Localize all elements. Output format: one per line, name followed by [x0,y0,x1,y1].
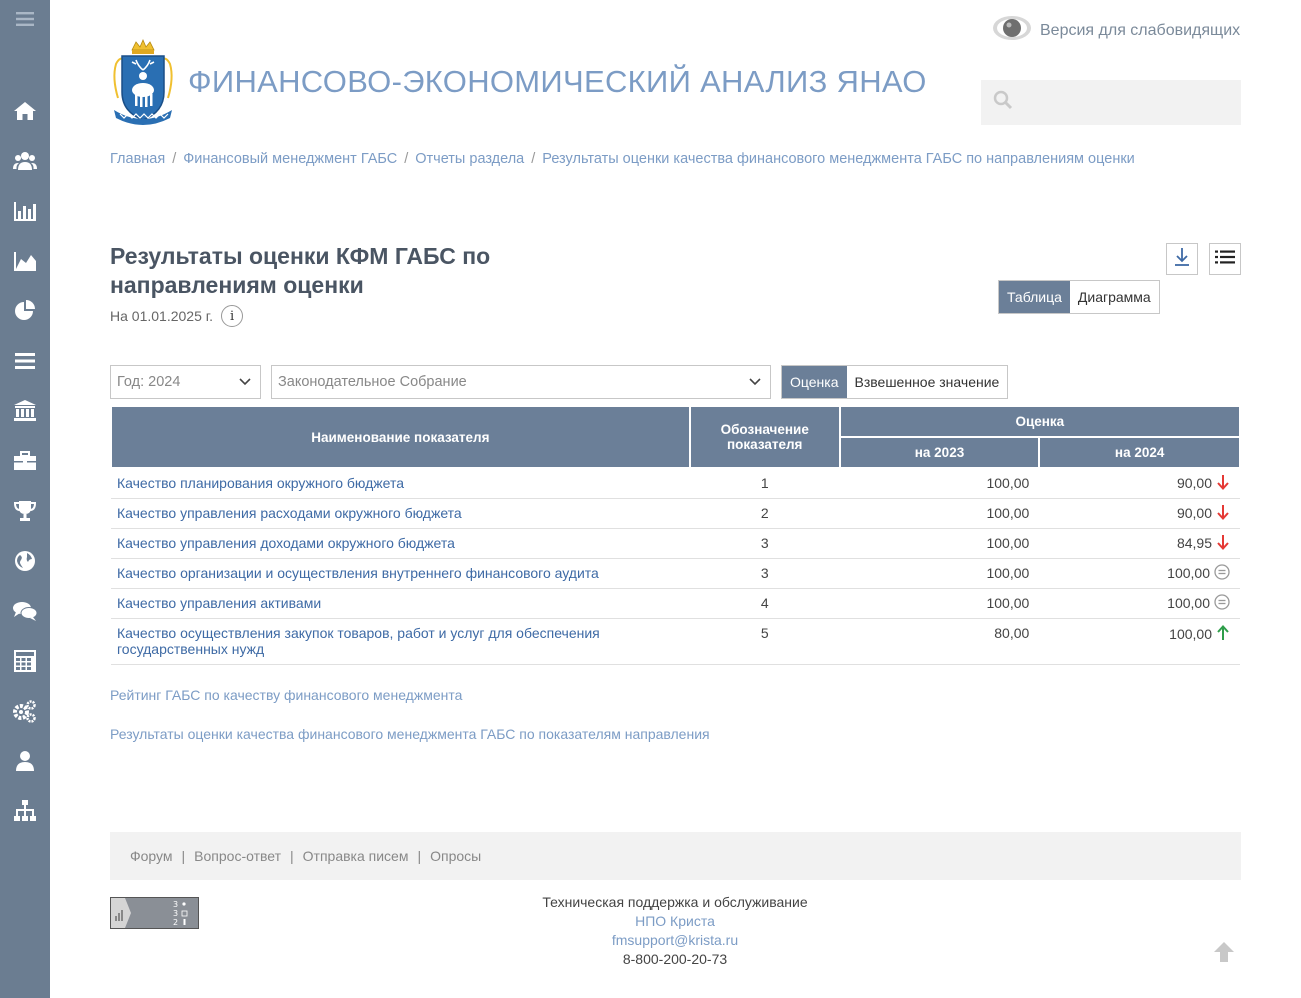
footer-link-send-letters[interactable]: Отправка писем [302,848,409,864]
trend-down-icon [1216,534,1230,553]
table-row [111,528,1240,558]
table-row [111,588,1240,618]
list-icon[interactable] [0,341,50,381]
support-email-link[interactable]: fmsupport@krista.ru [611,932,739,948]
score-2024: 90,00 [1176,475,1212,492]
support-phone: 8-800-200-20-73 [622,951,728,967]
breadcrumb-current-page[interactable]: Результаты оценки качества финансового менеджмента ГАБС по направлениям оценки [542,151,1135,167]
visit-counter[interactable] [110,897,199,929]
indicator-code: 1 [690,468,840,498]
info-icon[interactable]: i [221,305,243,327]
trend-up-icon [1216,625,1230,644]
chevron-down-icon [748,374,762,392]
search-input[interactable] [1021,95,1231,111]
users-icon[interactable] [0,141,50,181]
area-chart-icon[interactable] [0,241,50,281]
menu-toggle-icon[interactable] [0,0,50,38]
indicator-name-link[interactable]: Качество управления расходами окружного бюджета [111,498,690,528]
breadcrumb-separator: / [531,151,536,167]
list-view-button[interactable] [1209,243,1241,275]
score-2024: 100,00 [1167,565,1210,581]
breadcrumb-separator: / [172,151,177,167]
site-title[interactable]: ФИНАНСОВО-ЭКОНОМИЧЕСКИЙ АНАЛИЗ ЯНАО [188,64,927,99]
score-2024-cell [1039,528,1240,558]
search-box [981,80,1241,125]
indicator-code: 3 [690,558,840,588]
user-icon[interactable] [0,741,50,781]
footer-link-faq[interactable]: Вопрос-ответ [194,848,282,864]
home-icon[interactable] [0,91,50,131]
header-2024[interactable]: на 2024 [1039,437,1240,468]
download-icon [1174,247,1190,272]
indicator-name-link[interactable]: Качество организации и осуществления внутреннего финансового аудита [111,558,690,588]
sitemap-icon[interactable] [0,791,50,831]
breadcrumb-financial-management[interactable]: Финансовый менеджмент ГАБС [183,151,398,167]
trend-down-icon [1216,474,1230,493]
accessibility-label: Версия для слабовидящих [1040,21,1241,39]
score-2024-cell [1039,498,1240,528]
table-row [111,558,1240,588]
tab-diagram[interactable]: Диаграмма [1070,281,1159,313]
list-icon [1215,250,1235,269]
header-score: Оценка [840,406,1240,437]
support-title: Техническая поддержка и обслуживание [542,894,808,910]
score-2023: 80,00 [840,618,1040,664]
pie-chart-icon[interactable] [0,291,50,331]
header-indicator-name[interactable]: Наименование показателя [111,406,690,468]
report-date-text: На 01.01.2025 г. [110,308,214,324]
indicator-code: 2 [690,498,840,528]
header-indicator-code[interactable]: Обозначение показателя [690,406,840,468]
company-link[interactable]: НПО Криста [635,913,715,929]
download-button[interactable] [1166,243,1198,275]
counter-visitors: 2 [173,918,179,927]
bar-chart-icon[interactable] [0,191,50,231]
score-2024: 100,00 [1169,626,1212,642]
value-toggle [781,365,1008,399]
year-select-value: Год: 2024 [117,374,181,390]
sidebar [0,0,50,998]
footer-link-polls[interactable]: Опросы [430,848,482,864]
indicator-code: 5 [690,618,840,664]
link-rating[interactable]: Рейтинг ГАБС по качеству финансового менеджмента [110,687,463,703]
breadcrumb-home[interactable]: Главная [110,151,166,167]
footer-nav: Форум | Вопрос-ответ | Отправка писем | Опросы [110,832,1241,880]
score-2024-cell [1039,468,1240,498]
year-select[interactable] [110,365,261,399]
breadcrumb [110,151,1135,167]
indicator-code: 4 [690,588,840,618]
trend-equal-icon [1214,564,1230,583]
footer-link-forum[interactable]: Форум [130,848,173,864]
breadcrumb-section-reports[interactable]: Отчеты раздела [415,151,525,167]
view-toggle [998,280,1160,314]
chevron-down-icon [238,374,252,392]
indicator-name-link[interactable]: Качество управления доходами окружного бюджета [111,528,690,558]
report-date [110,305,243,327]
briefcase-icon[interactable] [0,441,50,481]
header-2023[interactable]: на 2023 [840,437,1040,468]
trophy-icon[interactable] [0,491,50,531]
score-2024-cell [1039,588,1240,618]
table-row [111,468,1240,498]
bank-icon[interactable] [0,391,50,431]
counter-views: 3 [173,900,179,909]
eye-icon [992,14,1032,47]
table-row [111,618,1240,664]
tab-weighted-value[interactable]: Взвешенное значение [847,366,1008,398]
accessibility-link[interactable] [992,14,1240,47]
search-icon[interactable] [993,90,1013,115]
score-2023: 100,00 [840,588,1040,618]
scroll-to-top-icon[interactable] [1212,940,1236,969]
tab-table[interactable]: Таблица [999,281,1070,313]
results-table [110,405,1241,665]
comments-icon[interactable] [0,591,50,631]
support-info [500,893,850,969]
tab-score[interactable]: Оценка [782,366,847,398]
indicator-name-link[interactable]: Качество планирования окружного бюджета [111,468,690,498]
table-row [111,498,1240,528]
trend-down-icon [1216,504,1230,523]
organization-select-value: Законодательное Собрание [278,374,467,390]
indicator-code: 3 [690,528,840,558]
page-title: Результаты оценки КФМ ГАБС по направлениям оценки [110,243,491,298]
score-2024: 84,95 [1176,535,1212,551]
yanao-coat-of-arms-logo[interactable] [110,38,176,126]
score-2023: 100,00 [840,468,1040,498]
gears-icon[interactable] [0,691,50,731]
organization-select[interactable] [271,365,771,399]
globe-icon[interactable] [0,541,50,581]
indicator-name-link[interactable]: Качество осуществления закупок товаров, работ и услуг для обеспечения государственных нужд [111,618,690,664]
score-2023: 100,00 [840,528,1040,558]
calculator-icon[interactable] [0,641,50,681]
score-2023: 100,00 [840,558,1040,588]
score-2024-cell [1039,618,1240,664]
score-2024: 90,00 [1176,505,1212,521]
trend-equal-icon [1214,594,1230,613]
score-2024-cell [1039,558,1240,588]
breadcrumb-separator: / [404,151,409,167]
score-2023: 100,00 [840,498,1040,528]
score-2024: 100,00 [1167,595,1210,611]
link-results-by-indicators[interactable]: Результаты оценки качества финансового менеджмента ГАБС по показателям направления [110,726,710,742]
indicator-name-link[interactable]: Качество управления активами [111,588,690,618]
counter-visits: 3 [173,909,179,918]
